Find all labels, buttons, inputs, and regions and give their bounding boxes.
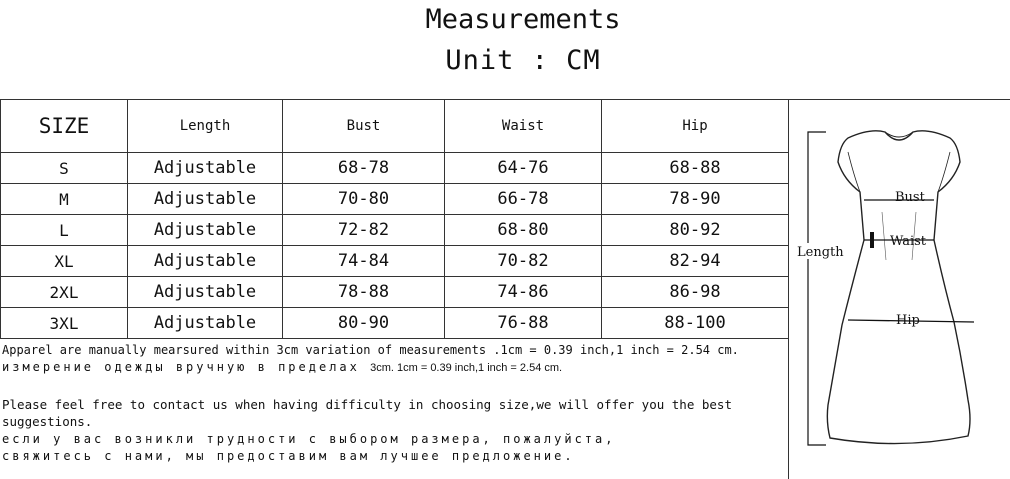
size-cell: XL xyxy=(1,246,128,277)
measurement-note-ru xyxy=(2,360,782,374)
waist-cell: 70-82 xyxy=(445,246,602,277)
waist-cell: 66-78 xyxy=(445,184,602,215)
length-bracket xyxy=(808,132,826,445)
measurement-note-ru-text: измерение одежды вручную в пределах xyxy=(2,360,360,374)
hip-label: Hip xyxy=(896,313,920,328)
unit-label: Unit : CM xyxy=(445,45,601,76)
page-title: Measurements xyxy=(425,4,621,35)
bust-cell: 68-78 xyxy=(283,153,445,184)
length-cell: Adjustable xyxy=(128,308,283,339)
length-cell: Adjustable xyxy=(128,215,283,246)
length-cell: Adjustable xyxy=(128,246,283,277)
measurement-note: Apparel are manually mearsured within 3cm variation of measurements .1cm = 0.39 inch,1 inch = 2.54 cm. xyxy=(2,343,739,357)
contact-note-ru xyxy=(2,431,782,465)
size-cell: L xyxy=(1,215,128,246)
hip-cell: 82-94 xyxy=(602,246,789,277)
hip-cell: 68-88 xyxy=(602,153,789,184)
dress-diagram xyxy=(790,100,1010,479)
length-label: Length xyxy=(797,245,844,260)
table-row xyxy=(1,308,789,339)
table-row xyxy=(1,184,789,215)
hip-cell: 86-98 xyxy=(602,277,789,308)
table-row xyxy=(1,153,789,184)
waist-cell: 76-88 xyxy=(445,308,602,339)
hip-cell: 80-92 xyxy=(602,215,789,246)
table-header-row xyxy=(1,100,789,153)
length-cell: Adjustable xyxy=(128,153,283,184)
waist-label: Waist xyxy=(890,234,927,249)
bust-cell: 80-90 xyxy=(283,308,445,339)
contact-note: Please feel free to contact us when having difficulty in choosing size,we will offer you the best suggestions. xyxy=(2,397,732,429)
bust-label: Bust xyxy=(895,190,925,205)
table-row xyxy=(1,215,789,246)
length-cell: Adjustable xyxy=(128,184,283,215)
length-cell: Adjustable xyxy=(128,277,283,308)
waist-cell: 68-80 xyxy=(445,215,602,246)
measurement-note-ru-tail: 3cm. 1cm = 0.39 inch,1 inch = 2.54 cm. xyxy=(370,362,563,374)
bust-cell: 74-84 xyxy=(283,246,445,277)
bust-cell: 72-82 xyxy=(283,215,445,246)
size-cell: M xyxy=(1,184,128,215)
column-header-hip: Hip xyxy=(602,100,789,153)
contact-note-ru-line1: если у вас возникли трудности с выбором размера, пожалуйста, xyxy=(2,432,616,446)
size-cell: 3XL xyxy=(1,308,128,339)
column-header-waist: Waist xyxy=(445,100,602,153)
column-header-size: SIZE xyxy=(1,100,128,153)
column-header-length: Length xyxy=(128,100,283,153)
waist-cell: 64-76 xyxy=(445,153,602,184)
waist-cell: 74-86 xyxy=(445,277,602,308)
table-row xyxy=(1,277,789,308)
column-header-bust: Bust xyxy=(283,100,445,153)
contact-note-ru-line2: свяжитесь с нами, мы предоставим вам лучшее предложение. xyxy=(2,449,575,463)
size-cell: 2XL xyxy=(1,277,128,308)
dress-outline xyxy=(827,131,970,444)
size-cell: S xyxy=(1,153,128,184)
size-table xyxy=(0,99,789,339)
table-row xyxy=(1,246,789,277)
bust-cell: 70-80 xyxy=(283,184,445,215)
hip-cell: 88-100 xyxy=(602,308,789,339)
hip-cell: 78-90 xyxy=(602,184,789,215)
bust-cell: 78-88 xyxy=(283,277,445,308)
